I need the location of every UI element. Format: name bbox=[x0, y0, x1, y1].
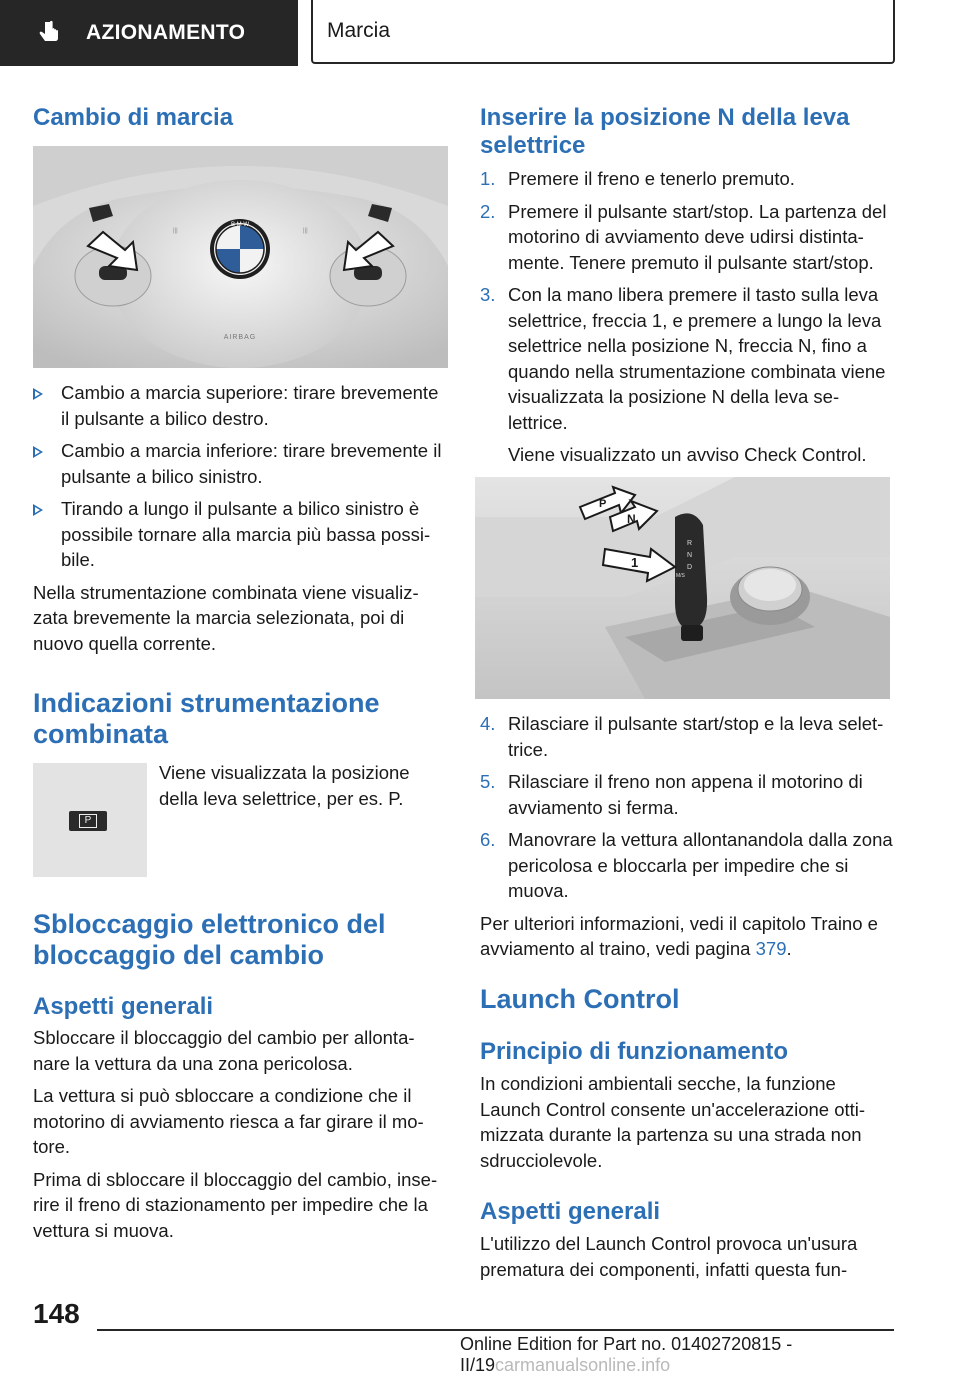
paragraph: Sbloccare il bloccaggio del cambio per allonta-nare la vettura da una zona pericolosa. bbox=[33, 1027, 415, 1074]
heading-principio: Principio di funzionamento bbox=[480, 1038, 788, 1065]
list-item: 6. Manovrare la vettura allontanandola dalla zona pericolosa e bloccarla per impedire che si muova. bbox=[480, 829, 893, 901]
page-link[interactable]: 379 bbox=[755, 938, 787, 959]
wheel-airbag-text: AIRBAG bbox=[223, 334, 257, 341]
heading-cambio-di-marcia: Cambio di marcia bbox=[33, 104, 234, 131]
paragraph-ulteriori: Per ulteriori informazioni, vedi il capitolo Traino e avviamento al traino, vedi pagina 379. bbox=[480, 912, 878, 959]
list-item: Tirando a lungo il pulsante a bilico sinistro è possibile tornare alla marcia più bassa possi-bile. bbox=[33, 496, 448, 573]
page-number: 148 bbox=[33, 1298, 80, 1329]
list-item: 2. Premere il pulsante start/stop. La partenza del motorino di avviamento deve udirsi distinta-mente. Tenere premuto il pulsante start/stop. bbox=[480, 200, 887, 273]
heading-inserire: Inserire la posizione N della leva selettrice bbox=[480, 104, 850, 159]
svg-text:|||: ||| bbox=[173, 228, 178, 234]
triangle-bullet-icon bbox=[33, 388, 43, 400]
list-item: 3. Con la mano libera premere il tasto sulla leva selettrice, freccia 1, e premere a lungo la leva selettrice nella posizione N, freccia N, fino a quando nella strumentazione combinata viene visualizzata la posizione N della leva se-lettrice. bbox=[480, 284, 886, 433]
heading-sbloccaggio: Sbloccaggio elettronico del bloccaggio del cambio bbox=[33, 909, 386, 970]
steering-wheel-image bbox=[33, 146, 448, 368]
heading-indicazioni: Indicazioni strumentazione combinata bbox=[33, 688, 380, 749]
bullet-list bbox=[33, 380, 448, 656]
steps-list-a bbox=[480, 166, 898, 468]
svg-text:R: R bbox=[687, 540, 693, 547]
hand-pointer-icon bbox=[36, 19, 64, 47]
list-item: Cambio a marcia inferiore: tirare brevemente il pulsante a bilico sinistro. bbox=[33, 438, 448, 489]
list-item: 5. Rilasciare il freno non appena il motorino di avviamento si ferma. bbox=[480, 771, 863, 818]
paragraph-aspetti-2: L'utilizzo del Launch Control provoca un'usura prematura dei componenti, infatti questa fun- bbox=[480, 1233, 858, 1280]
svg-text:N: N bbox=[687, 552, 693, 559]
heading-aspetti-generali: Aspetti generali bbox=[33, 993, 214, 1020]
section-title: Marcia bbox=[311, 0, 895, 64]
svg-text:D: D bbox=[687, 564, 693, 571]
list-item: Cambio a marcia superiore: tirare brevemente il pulsante a bilico destro. bbox=[33, 380, 448, 431]
paragraph-viene: Viene visualizzata la posizione della leva selettrice, per es. P. bbox=[159, 762, 410, 809]
chapter-tab[interactable] bbox=[0, 0, 298, 66]
footer-divider bbox=[97, 1329, 894, 1331]
triangle-bullet-icon bbox=[33, 504, 43, 516]
wheel-brand-text: B M W bbox=[231, 222, 249, 228]
gear-lever-image bbox=[475, 477, 890, 699]
svg-text:1: 1 bbox=[631, 555, 639, 570]
svg-text:|||: ||| bbox=[303, 228, 308, 234]
steps-list-b bbox=[480, 711, 898, 962]
triangle-bullet-icon bbox=[33, 446, 43, 458]
svg-text:P: P bbox=[599, 498, 607, 510]
display-image bbox=[33, 763, 147, 877]
footer-edition: Online Edition for Part no. 01402720815 - II/19carmanualsonline.info bbox=[460, 1334, 793, 1375]
heading-aspetti-generali-2: Aspetti generali bbox=[480, 1198, 661, 1225]
heading-launch-control: Launch Control bbox=[480, 984, 680, 1014]
sbloccaggio-paragraphs bbox=[33, 1025, 448, 1243]
chapter-label: AZIONAMENTO bbox=[86, 21, 246, 44]
list-item: 1. Premere il freno e tenerlo premuto. bbox=[480, 168, 795, 189]
list-item: 4. Rilasciare il pulsante start/stop e la leva selet-trice. bbox=[480, 713, 884, 760]
paragraph: Prima di sbloccare il bloccaggio del cambio, inse-rire il freno di stazionamento per impedire che la vettura si muova. bbox=[33, 1168, 438, 1241]
svg-text:N: N bbox=[627, 512, 636, 526]
svg-text:M/S: M/S bbox=[676, 573, 685, 579]
paragraph-principio: In condizioni ambientali secche, la funzione Launch Control consente un'accelerazione otti-mizzata durante la partenza su una strada non sdrucciolevole. bbox=[480, 1073, 866, 1171]
gear-display-letter: P bbox=[79, 814, 97, 828]
paragraph: La vettura si può sbloccare a condizione che il motorino di avviamento riesca a far girare il mo-tore. bbox=[33, 1085, 424, 1157]
paragraph-check-control: Viene visualizzato un avviso Check Control. bbox=[508, 444, 867, 465]
watermark-text: carmanualsonline.info bbox=[495, 1355, 671, 1375]
paragraph-nella: Nella strumentazione combinata viene visualiz-zata brevemente la marcia selezionata, poi di nuovo quella corrente. bbox=[33, 581, 419, 654]
